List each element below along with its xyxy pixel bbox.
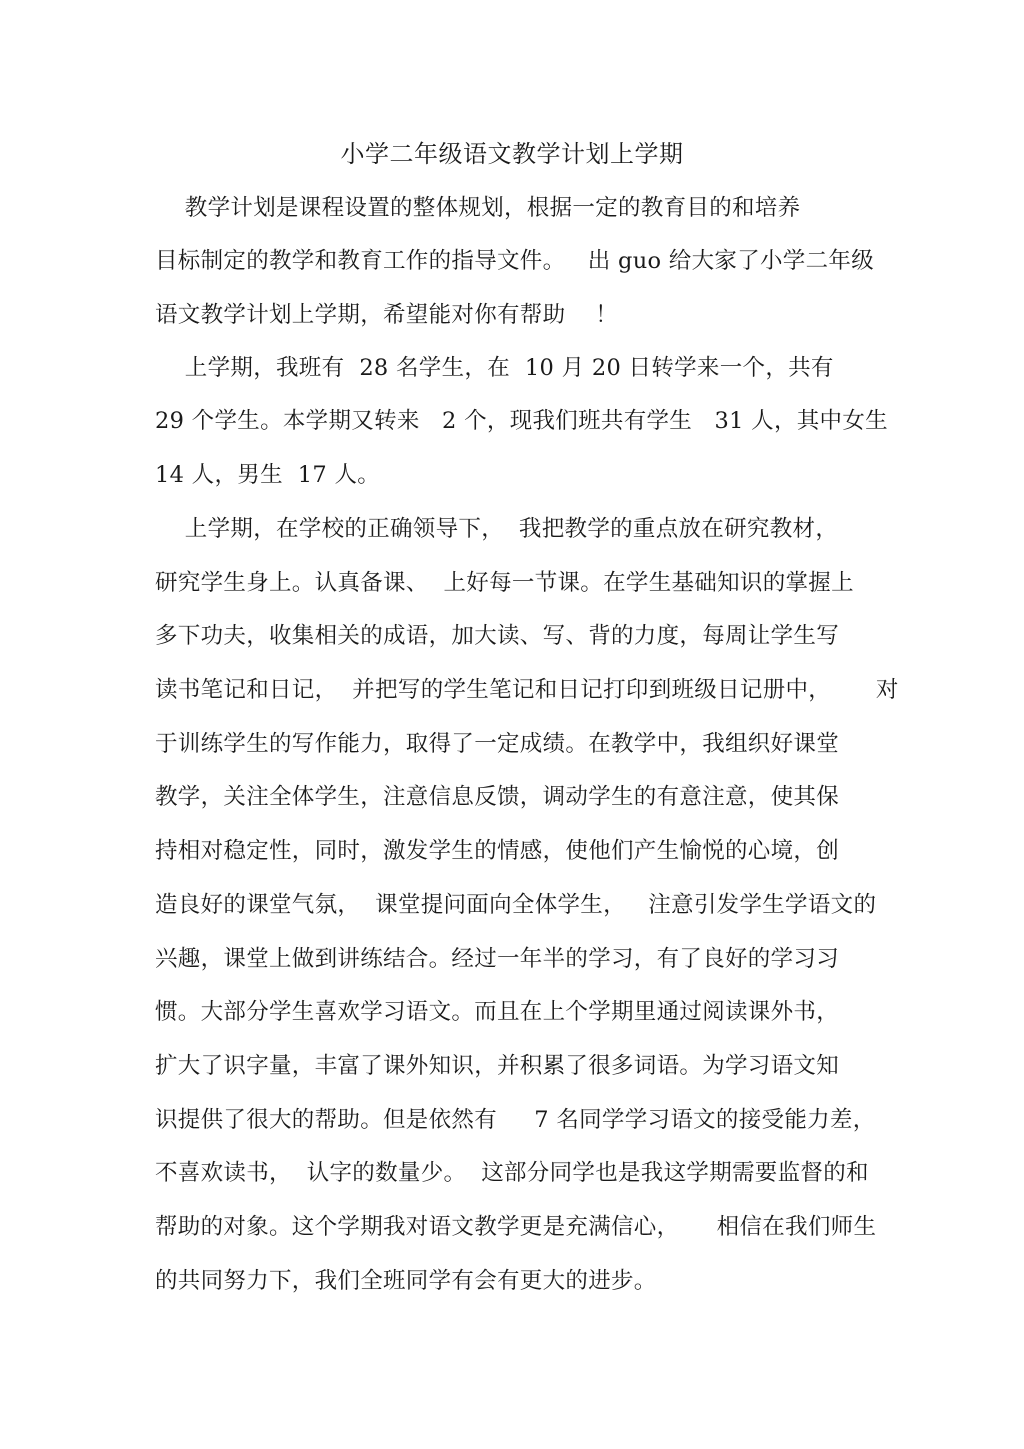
text-line: 的共同努力下，我们全班同学有会有更大的进步。 [155,1268,657,1294]
text-line: 14 人，男生 17 人。 [155,462,381,488]
text-line: 教学计划是课程设置的整体规划，根据一定的教育目的和培养 [155,195,801,221]
text-line: 研究学生身上。认真备课、 上好每一节课。在学生基础知识的掌握上 [155,570,854,596]
text-line: 29 个学生。本学期又转来 2 个，现我们班共有学生 31 人，其中女生 [155,408,888,434]
text-line: 识提供了很大的帮助。但是依然有 7 名同学学习语文的接受能力差， [155,1107,876,1133]
document-title: 小学二年级语文教学计划上学期 [340,140,684,168]
text-line: 目标制定的教学和教育工作的指导文件。 出 guo 给大家了小学二年级 [155,248,875,274]
text-line: 扩大了识字量，丰富了课外知识，并积累了很多词语。为学习语文知 [155,1053,840,1079]
text-line: 兴趣，课堂上做到讲练结合。经过一年半的学习，有了良好的学习习 [155,946,840,972]
text-line: 不喜欢读书， 认字的数量少。 这部分同学也是我这学期需要监督的和 [155,1160,869,1186]
text-line: 多下功夫，收集相关的成语，加大读、写、背的力度，每周让学生写 [155,623,840,649]
text-line: 读书笔记和日记， 并把写的学生笔记和日记打印到班级日记册中， 对 [155,677,899,703]
text-line: 惯。大部分学生喜欢学习语文。而且在上个学期里通过阅读课外书， [155,999,840,1025]
text-line: 帮助的对象。这个学期我对语文教学更是充满信心， 相信在我们师生 [155,1214,877,1240]
text-line: 教学，关注全体学生，注意信息反馈，调动学生的有意注意，使其保 [155,784,840,810]
text-line: 持相对稳定性，同时，激发学生的情感，使他们产生愉悦的心境，创 [155,838,840,864]
text-line: 于训练学生的写作能力，取得了一定成绩。在教学中，我组织好课堂 [155,731,840,757]
text-line: 造良好的课堂气氛， 课堂提问面向全体学生， 注意引发学生学语文的 [155,892,877,918]
text-line: 上学期，我班有 28 名学生，在 10 月 20 日转学来一个，共有 [155,355,834,381]
text-line: 语文教学计划上学期，希望能对你有帮助 ！ [155,302,619,328]
text-line: 上学期，在学校的正确领导下， 我把教学的重点放在研究教材， [155,516,839,542]
